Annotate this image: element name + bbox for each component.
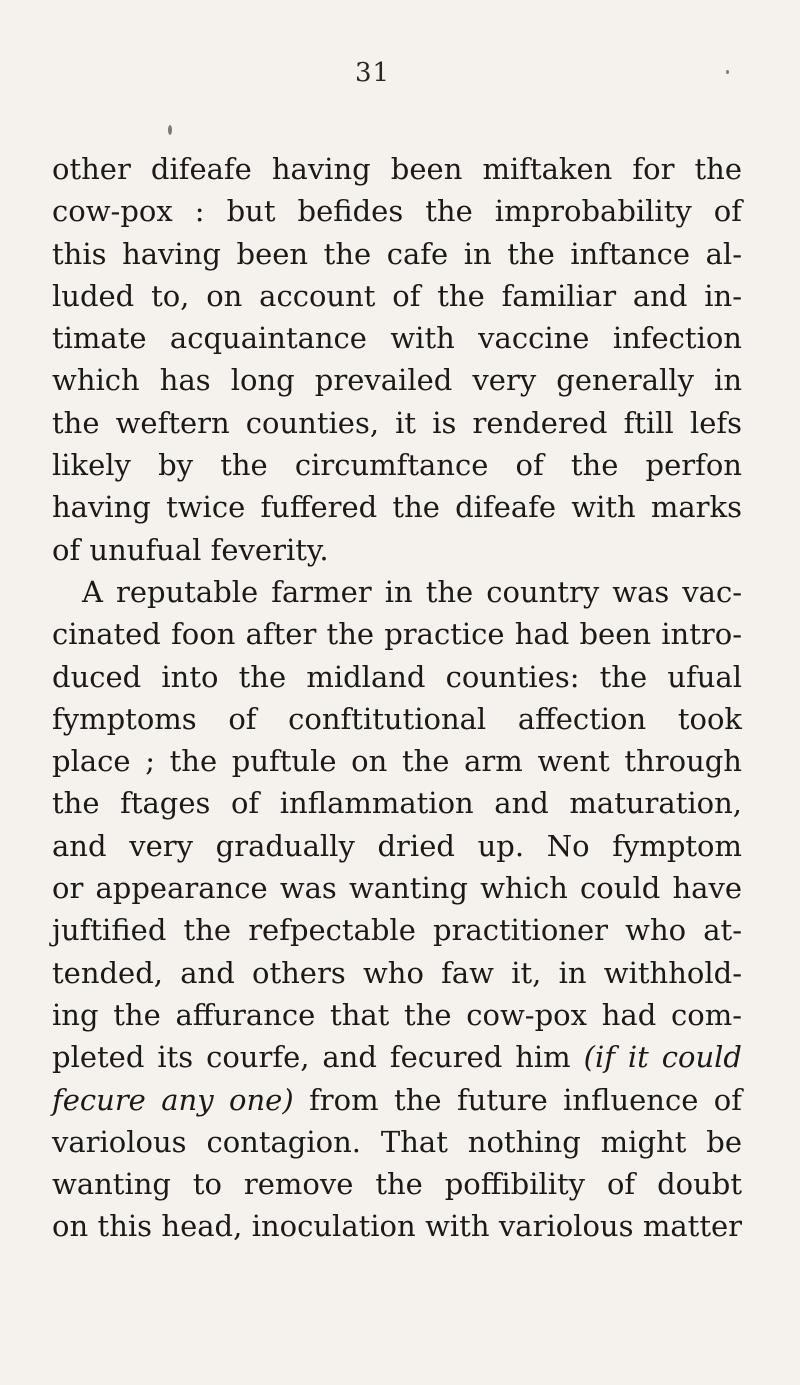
paragraph-end-line: of unufual feverity.	[52, 532, 329, 567]
text-line: or appearance was wanting which could have	[52, 871, 742, 906]
text-line: wanting to remove the poffibility of doubt	[52, 1167, 742, 1202]
text-line: juftified the refpectable practitioner who at-	[52, 913, 742, 948]
text-line: having twice fuffered the difeafe with marks	[52, 490, 742, 525]
body-text	[52, 148, 742, 1248]
text-line: cinated foon after the practice had been intro-	[52, 617, 742, 652]
page-number: 31	[355, 58, 391, 88]
text-line: place ; the puftule on the arm went through	[52, 744, 742, 779]
text-line: variolous contagion. That nothing might be	[52, 1124, 742, 1159]
text-line: other difeafe having been miftaken for the	[52, 152, 742, 186]
text-line: which has long prevailed very generally in	[52, 363, 742, 398]
text-line: likely by the circumftance of the perfon	[52, 448, 742, 483]
ink-speck	[726, 70, 729, 74]
text-line: ing the affurance that the cow-pox had com-	[52, 997, 742, 1032]
italic-phrase-part: (if it could	[583, 1040, 742, 1075]
text-line: the ftages of inflammation and maturation,	[52, 786, 742, 821]
text-line: duced into the midland counties: the ufual	[52, 659, 742, 694]
text-line: luded to, on account of the familiar and in-	[52, 278, 742, 313]
text-line: on this head, inoculation with variolous matter	[52, 1209, 742, 1244]
paragraph-start-line: A reputable farmer in the country was vac-	[82, 574, 742, 609]
italic-phrase-full	[0, 0, 1, 1]
text-line: fymptoms of conftitutional affection took	[52, 701, 742, 736]
ink-speck	[168, 125, 172, 135]
text-line-with-italic	[52, 1079, 742, 1121]
text-line: this having been the cafe in the inftance al-	[52, 236, 742, 271]
text-segment: pleted its courfe, and fecured him	[52, 1040, 584, 1075]
text-segment: from the future influence of	[309, 1082, 742, 1117]
text-line: tended, and others who faw it, in withhold-	[52, 955, 742, 990]
text-line: cow-pox : but befides the improbability of	[52, 194, 742, 229]
text-line-with-italic	[52, 1036, 742, 1078]
italic-phrase-part: fecure any one)	[52, 1082, 294, 1117]
text-line: the weftern counties, it is rendered ftill lefs	[52, 405, 742, 440]
text-line: and very gradually dried up. No fymptom	[52, 828, 742, 863]
text-line: timate acquaintance with vaccine infection	[52, 321, 742, 356]
